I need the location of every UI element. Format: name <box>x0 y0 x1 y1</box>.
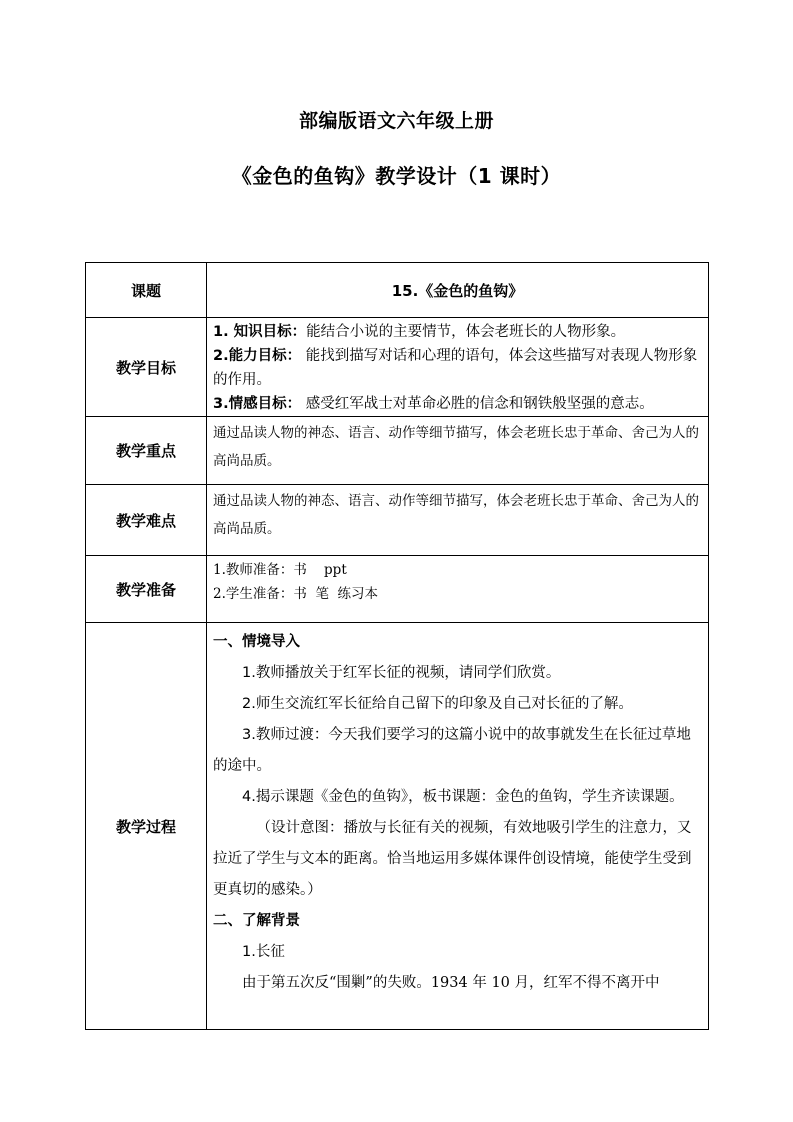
table-row-process <box>86 623 709 1030</box>
goals-content <box>207 318 709 417</box>
table-row-goals <box>86 318 709 417</box>
paragraph: 1.教师播放关于红军长征的视频，请同学们欣赏。 <box>242 665 561 681</box>
preparation-content <box>207 556 709 623</box>
table-row-topic <box>86 263 709 318</box>
process-label: 教学过程 <box>86 623 207 1030</box>
section-heading: 二、了解背景 <box>213 913 300 929</box>
student-prep: 2.学生准备：书 笔 练习本 <box>213 586 379 602</box>
paragraph: 2.师生交流红军长征给自己留下的印象及自己对长征的了解。 <box>242 696 633 712</box>
key-points-content: 通过品读人物的神态、语言、动作等细节描写，体会老班长忠于革命、舍己为人的高尚品质。 <box>207 417 709 485</box>
goal-item: 3.情感目标： 感受红军战士对革命必胜的信念和钢铁般坚强的意志。 <box>213 396 654 412</box>
paragraph: 3.教师过渡：今天我们要学习的这篇小说中的故事就发生在长征过草地的途中。 <box>213 727 691 774</box>
document-subtitle: 《金色的鱼钩》教学设计（1 课时） <box>231 164 562 188</box>
topic-label: 课题 <box>86 263 207 318</box>
table-row-key-points <box>86 417 709 485</box>
goal-item: 2.能力目标： 能找到描写对话和心理的语句，体会这些描写对表现人物形象的作用。 <box>213 348 698 388</box>
process-content <box>207 623 709 1030</box>
lesson-plan-table <box>85 262 709 1030</box>
section-heading: 一、情境导入 <box>213 634 300 650</box>
goals-label: 教学目标 <box>86 318 207 417</box>
difficulties-content: 通过品读人物的神态、语言、动作等细节描写，体会老班长忠于革命、舍己为人的高尚品质。 <box>207 485 709 556</box>
design-intent: （设计意图：播放与长征有关的视频，有效地吸引学生的注意力，又拉近了学生与文本的距离。恰当地运用多媒体课件创设情境，能使学生受到更真切的感染。） <box>213 820 692 898</box>
topic-value: 15.《金色的鱼钩》 <box>207 263 709 318</box>
paragraph: 4.揭示课题《金色的鱼钩》，板书课题：金色的鱼钩，学生齐读课题。 <box>242 789 684 805</box>
key-points-label: 教学重点 <box>86 417 207 485</box>
document-title: 部编版语文六年级上册 <box>298 110 494 132</box>
difficulties-label: 教学难点 <box>86 485 207 556</box>
paragraph: 由于第五次反“围剿”的失败。1934 年 10 月，红军不得不离开中 <box>242 975 660 991</box>
teacher-prep: 1.教师准备：书 ppt <box>213 562 347 578</box>
goal-item: 1. 知识目标：能结合小说的主要情节，体会老班长的人物形象。 <box>213 324 626 340</box>
paragraph: 1.长征 <box>242 944 285 960</box>
preparation-label: 教学准备 <box>86 556 207 623</box>
table-row-difficulties <box>86 485 709 556</box>
table-row-preparation <box>86 556 709 623</box>
